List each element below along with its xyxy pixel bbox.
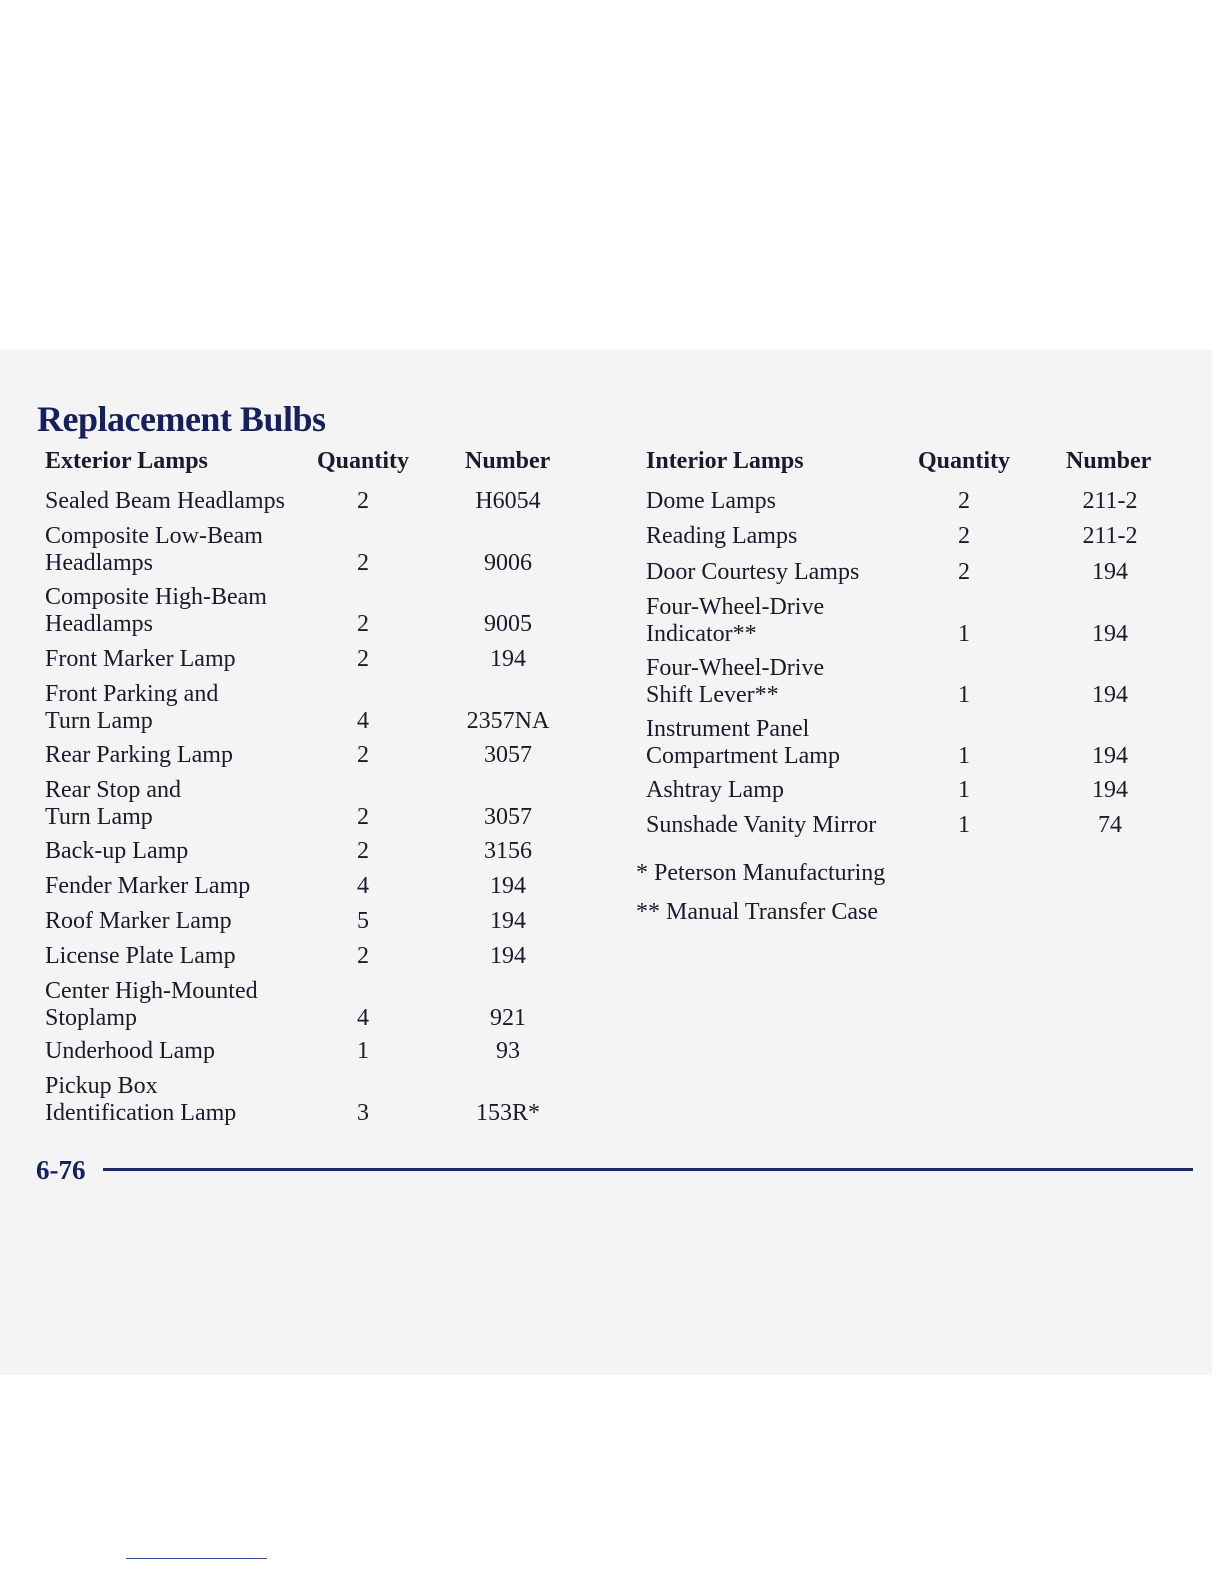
- interior-header-name: Interior Lamps: [646, 448, 804, 474]
- exterior-row-number: 194: [490, 646, 526, 672]
- footnote-peterson: * Peterson Manufacturing: [636, 860, 886, 886]
- exterior-row-name-line: Composite High-Beam: [45, 584, 267, 610]
- exterior-row-name-line: Front Parking and: [45, 681, 219, 707]
- exterior-row-quantity: 2: [357, 646, 369, 672]
- interior-row-quantity: 2: [958, 488, 970, 514]
- interior-row-quantity: 1: [958, 812, 970, 838]
- footnote-manual-transfer: ** Manual Transfer Case: [636, 899, 878, 925]
- exterior-header-number: Number: [465, 448, 551, 474]
- exterior-row-name-line: Pickup Box: [45, 1073, 158, 1099]
- interior-row-name: [646, 488, 776, 515]
- interior-row-name: [646, 716, 840, 770]
- page-rule: [103, 1168, 1193, 1171]
- exterior-row-name-line: Turn Lamp: [45, 804, 153, 830]
- exterior-row-name-line: Underhood Lamp: [45, 1038, 215, 1064]
- exterior-row-name: [45, 1038, 215, 1065]
- exterior-row-quantity: 2: [357, 550, 369, 576]
- exterior-row-name-line: Fender Marker Lamp: [45, 873, 251, 899]
- exterior-row-name: [45, 742, 233, 769]
- interior-row-name: [646, 655, 824, 709]
- exterior-row-name: [45, 873, 250, 900]
- exterior-row-name: [45, 838, 188, 865]
- interior-row-number: 194: [1092, 682, 1128, 708]
- exterior-header-name: Exterior Lamps: [45, 448, 208, 474]
- exterior-row-number: H6054: [475, 488, 541, 514]
- exterior-header-quantity: Quantity: [317, 448, 410, 474]
- exterior-row-number: 194: [490, 873, 526, 899]
- exterior-row-name: [45, 646, 236, 673]
- exterior-row-quantity: 4: [357, 1005, 369, 1031]
- exterior-row-number: 153R*: [475, 1100, 540, 1126]
- interior-row-name-line: Reading Lamps: [646, 523, 798, 549]
- exterior-row-name-line: Headlamps: [45, 611, 153, 637]
- interior-row-name-line: Door Courtesy Lamps: [646, 559, 860, 585]
- exterior-row-quantity: 4: [357, 873, 369, 899]
- interior-row-number: 194: [1092, 621, 1128, 647]
- interior-row-name: [646, 523, 797, 550]
- exterior-row-number: 2357NA: [466, 708, 550, 734]
- exterior-row-name: [45, 584, 267, 638]
- interior-row-number: 194: [1092, 777, 1128, 803]
- interior-row-number: 194: [1092, 559, 1128, 585]
- exterior-row-quantity: 5: [357, 908, 369, 934]
- exterior-row-name-line: License Plate Lamp: [45, 943, 236, 969]
- interior-row-name: [646, 594, 824, 648]
- interior-row-name-line: Ashtray Lamp: [646, 777, 784, 803]
- exterior-row-number: 9006: [484, 550, 532, 576]
- interior-row-quantity: 1: [958, 777, 970, 803]
- interior-header-number: Number: [1066, 448, 1152, 474]
- exterior-row-name: [45, 523, 263, 577]
- exterior-row-number: 194: [490, 943, 526, 969]
- exterior-row-number: 9005: [484, 611, 532, 637]
- interior-row-name-line: Compartment Lamp: [646, 743, 840, 769]
- interior-row-name: [646, 812, 876, 839]
- interior-row-name-line: Four-Wheel-Drive: [646, 594, 825, 620]
- page-number: 6-76: [36, 1155, 86, 1185]
- interior-row-name: [646, 777, 784, 804]
- interior-row-quantity: 1: [958, 743, 970, 769]
- exterior-row-quantity: 2: [357, 488, 369, 514]
- interior-row-name-line: Sunshade Vanity Mirror: [646, 812, 877, 838]
- exterior-row-name-line: Center High-Mounted: [45, 978, 258, 1004]
- interior-row-name-line: Four-Wheel-Drive: [646, 655, 825, 681]
- bottom-link-line: [126, 1558, 267, 1559]
- exterior-row-name: [45, 777, 181, 831]
- exterior-row-quantity: 2: [357, 611, 369, 637]
- exterior-row-name-line: Rear Parking Lamp: [45, 742, 233, 768]
- exterior-row-quantity: 3: [357, 1100, 369, 1126]
- exterior-row-quantity: 2: [357, 804, 369, 830]
- interior-row-number: 74: [1098, 812, 1122, 838]
- interior-row-quantity: 1: [958, 682, 970, 708]
- exterior-row-number: 3057: [484, 742, 532, 768]
- exterior-row-quantity: 4: [357, 708, 369, 734]
- interior-row-quantity: 2: [958, 523, 970, 549]
- exterior-row-number: 93: [496, 1038, 520, 1064]
- exterior-row-name-line: Back-up Lamp: [45, 838, 189, 864]
- interior-header-quantity: Quantity: [918, 448, 1011, 474]
- exterior-row-name: [45, 908, 232, 935]
- exterior-row-name: [45, 1073, 236, 1127]
- exterior-row-name-line: Headlamps: [45, 550, 153, 576]
- exterior-row-number: 3156: [484, 838, 532, 864]
- exterior-row-name-line: Roof Marker Lamp: [45, 908, 232, 934]
- exterior-row-name: [45, 488, 285, 515]
- exterior-row-name-line: Stoplamp: [45, 1005, 138, 1031]
- exterior-row-name-line: Identification Lamp: [45, 1100, 237, 1126]
- interior-row-name: [646, 559, 859, 586]
- interior-row-quantity: 1: [958, 621, 970, 647]
- exterior-row-number: 3057: [484, 804, 532, 830]
- exterior-row-name: [45, 681, 218, 735]
- exterior-row-quantity: 1: [357, 1038, 369, 1064]
- exterior-row-name-line: Turn Lamp: [45, 708, 153, 734]
- interior-row-name-line: Shift Lever**: [646, 682, 779, 708]
- interior-row-number: 211-2: [1082, 523, 1138, 549]
- exterior-row-name-line: Sealed Beam Headlamps: [45, 488, 285, 514]
- interior-row-name-line: Instrument Panel: [646, 716, 810, 742]
- exterior-row-name-line: Front Marker Lamp: [45, 646, 236, 672]
- interior-row-number: 211-2: [1082, 488, 1138, 514]
- interior-row-name-line: Dome Lamps: [646, 488, 776, 514]
- exterior-row-name: [45, 978, 258, 1032]
- interior-row-name-line: Indicator**: [646, 621, 757, 647]
- interior-row-number: 194: [1092, 743, 1128, 769]
- exterior-row-name: [45, 943, 236, 970]
- exterior-row-quantity: 2: [357, 742, 369, 768]
- exterior-row-name-line: Rear Stop and: [45, 777, 181, 803]
- exterior-row-quantity: 2: [357, 943, 369, 969]
- interior-row-quantity: 2: [958, 559, 970, 585]
- page-title: Replacement Bulbs: [37, 399, 326, 439]
- exterior-row-name-line: Composite Low-Beam: [45, 523, 263, 549]
- exterior-row-quantity: 2: [357, 838, 369, 864]
- exterior-row-number: 921: [490, 1005, 526, 1031]
- exterior-row-number: 194: [490, 908, 526, 934]
